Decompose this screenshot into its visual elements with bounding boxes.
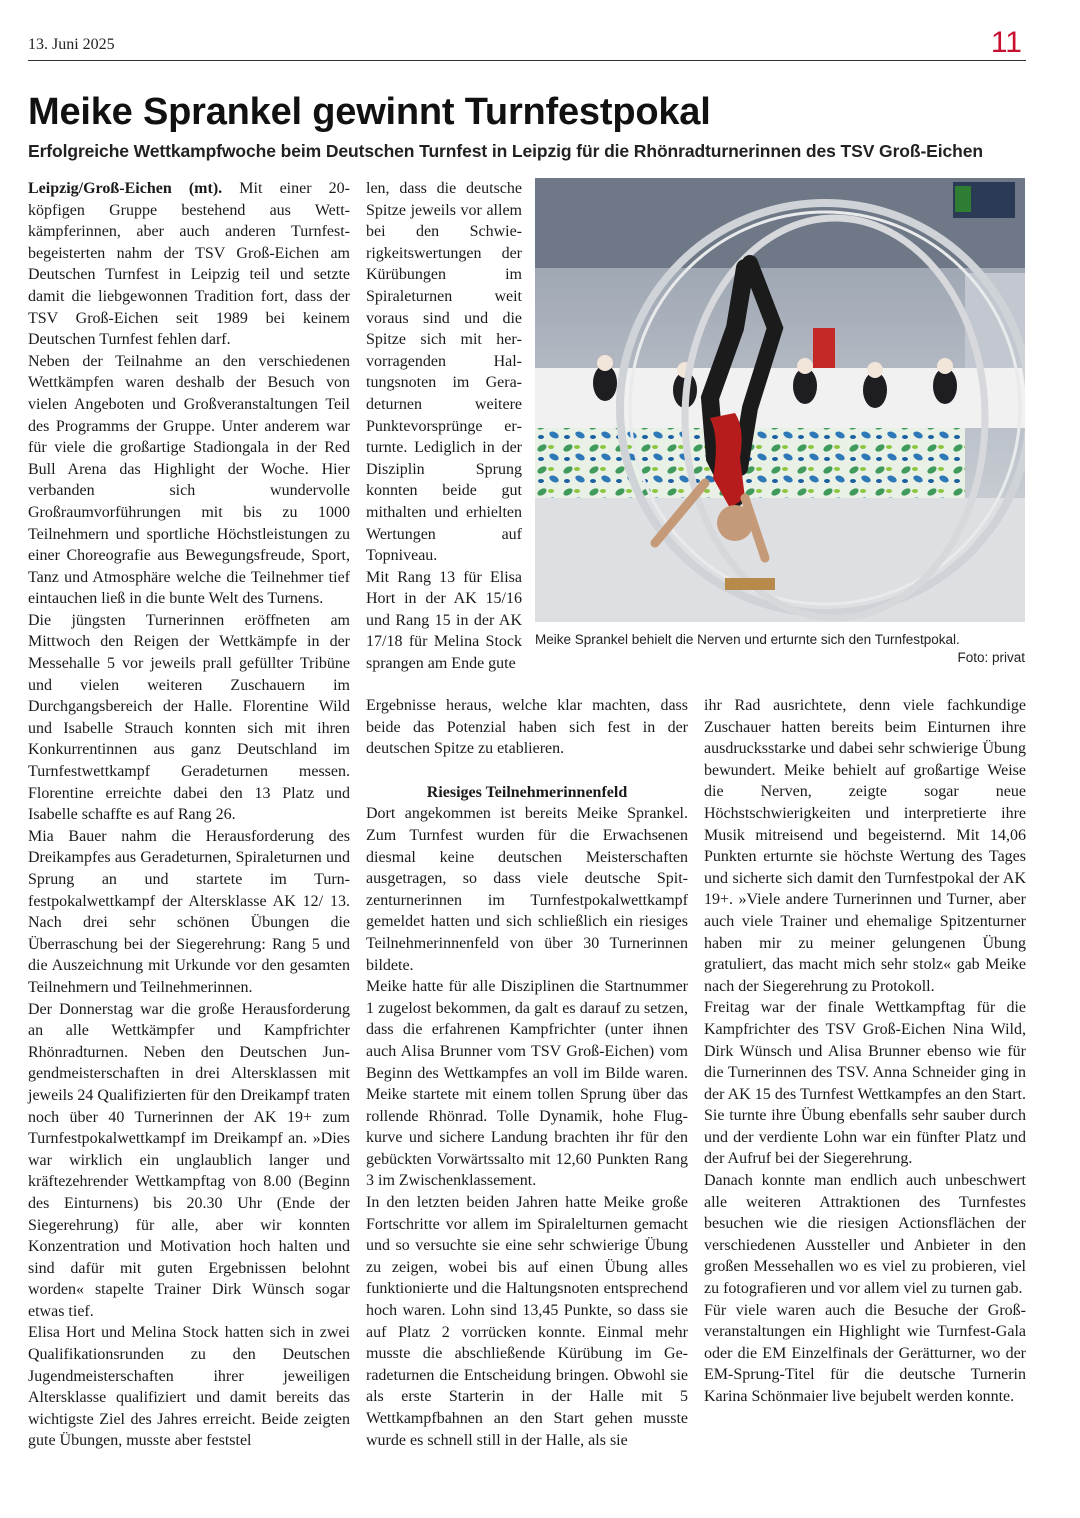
caption-text: Meike Sprankel behielt die Nerven und erturnte sich den Turnfestpokal.	[535, 632, 960, 647]
paragraph: In den letzten beiden Jahren hatte Meike große Fortschritte vor allem im Spiralelturnen gemacht und so versuchte sie eine sehr schwierige Übung zu zeigen, wobei bis auf einen Übung alles funktionierte und die Haltungsnoten entsprechend hoch waren. Lohn sind 13,45 Punkte, so dass sie auf Platz 2 vorrücken konnte. Einmal mehr musste die abschließende Kürübung im Geradeturnen die Entscheidung bringen. Obwohl sie als erste Starterin in der Halle mit 5 Wettkampfbahnen an den Start gehen musste wurde es schnell still in der Halle, als sie	[366, 1194, 688, 1449]
paragraph: Der Donnerstag war die große Herausforderung an alle Wettkämpfer und Kampfrichter Rhönradturnen. Neben den Deutschen Jungendmeisterschaften in drei Altersklassen mit jeweils 24 Qualifizierten für den Dreikampf traten noch über 40 Turnerinnen der AK 19+ zum Turnfestpokalwettkampf im Dreikampf an. »Dies war wirklich ein unglaublich langer und kräftezehrender Wettkampftag von 8.00 (Beginn des Einturnens) bis 20.30 Uhr (Ende der Siegerehrung) für alle, aber wir konnten Konzentration und Motivation hoch halten und sind dafür mit guten Ergebnissen belohnt worden« stapelte Trainer Dirk Wünsch sogar etwas tief.	[28, 1000, 350, 1320]
article-headline: Meike Sprankel gewinnt Turnfestpokal	[28, 91, 711, 133]
photo-credit: Foto: privat	[957, 650, 1025, 665]
paragraph: Meike hatte für alle Disziplinen die Startnummer 1 zugelost bekommen, da galt es darauf zu setzen, dass die erfahrenen Kampfrichter (unter ihnen auch Alisa Brunner vom TSV Groß-Eichen) vom Beginn des Wettkampfes an voll im Bilde waren. Meike startete mit einem tollen Sprung über das rollende Rhönrad. Tolle Dynamik, hohe Flugkurve und sichere Landung brachten ihr für den gebückten Vorwärtssalto mit 12,60 Punkten Rang 3 im Zwischenklassement.	[366, 978, 688, 1190]
article-photo	[535, 178, 1025, 622]
gymnast-wheel-photo	[535, 178, 1025, 622]
article-column-3	[704, 695, 1026, 1408]
article-subheadline: Erfolgreiche Wettkampfwoche beim Deutschen Turnfest in Leipzig für die Rhönradturnerinnen des TSV Groß-Eichen	[28, 141, 983, 161]
paragraph-text: Mit einer 20-köpfigen Gruppe bestehend aus Wettkämpferinnen, aber auch anderen Turnfestbegeisterten nahm der TSV Groß-Eichen am Deutschen Turnfest in Leipzig teil und setzte damit die liebgewonnen Tradition fort, dass der TSV Groß-Eichen seit 1989 bei keinem Deutschen Turnfest fehlen darf.	[28, 180, 351, 349]
article-column-2-lower	[366, 695, 688, 1451]
paragraph: Freitag war der finale Wettkampftag für die Kampfrichter des TSV Groß-Eichen Nina Wild, Dirk Wünsch und Alisa Brunner ebenso wie für die Turnerinnen des TSV. Anna Schneider ging in der AK 15 des Turnfest Wettkampfes an den Start. Sie turnte ihre Übung ebenfalls sehr sauber durch und der verdiente Lohn war ein fünfter Platz und der Aufruf bei der Siegerehrung.	[704, 999, 1026, 1168]
page-number: 11	[990, 26, 1022, 59]
paragraph: Für viele waren auch die Besuche der Großveranstaltungen ein Highlight wie Turnfest-Gala oder die EM Einzelfinals der Gerätturner, wo der EM-Sprung-Titel für die deutsche Turnerin Karina Schönmaier live bejubelt werden konnte.	[704, 1301, 1026, 1405]
paragraph: Neben der Teilnahme an den verschiedenen Wettkämpfen waren deshalb der Besuch von vielen Angeboten und Großveranstaltungen Teil des Programms der Gruppe. Unter anderem war für viele die großartige Stadiongala in der Red Bull Arena das Highlight der Woche. Hier verbanden sich wundervolle Großraumvorführungen mit bis zu 1000 Teilnehmern und sportliche Höchstleistungen zu einer Choreografie aus Bewegungsfreude, Sport, Tanz und Atmosphäre welche die Teilnehmer tief eintauchen ließ in die bunte Welt des Turnens.	[28, 352, 350, 608]
photo-caption	[535, 631, 1025, 667]
paragraph: Mit Rang 13 für Elisa Hort in der AK 15/16 und Rang 15 in der AK 17/18 für Melina Stock sprangen am Ende gute	[366, 568, 522, 673]
paragraph: Elisa Hort und Melina Stock hatten sich in zwei Qualifikationsrunden zu den Deutschen Jugendmeisterschaften ihrer jeweiligen Altersklasse qualifiziert und damit bereits das wichtigste Ziel des Jahres erreicht. Beide zeigten gute Übungen, musste aber feststel	[28, 1324, 350, 1450]
paragraph: Ergebnisse heraus, welche klar machten, dass beide das Potenzial haben sich fest in der deutschen Spitze zu etablieren.	[366, 697, 688, 758]
header-divider	[28, 60, 1026, 61]
paragraph: Danach konnte man endlich auch unbeschwert alle weiteren Attraktionen des Turnfestes besuchen wie die riesigen Actionsflächen der verschiedenen Aussteller und Anbieter in den großen Messehallen wo es viel zu probieren, viel zu fotografieren und vor allem viel zu turnen gab.	[704, 1172, 1026, 1298]
dateline: Leipzig/Groß-Eichen (mt).	[28, 180, 223, 197]
paragraph: Mia Bauer nahm die Herausforderung des Dreikampfes aus Geradeturnen, Spiraleturnen und Sprung an und startete im Turnfestpokalwettkampf der Altersklasse AK 12/ 13. Nach drei sehr schönen Übungen die Überraschung bei der Siegerehrung: Rang 5 und die Auszeichnung mit Urkunde vor den gesamten Teilnehmern und Teilnehmerinnen.	[28, 827, 350, 996]
paragraph: ihr Rad ausrichtete, denn viele fachkundige Zuschauer hatten bereits beim Einturnen ihre ausdrucksstarke und dabei sehr schwierige Übung bewundert. Meike behielt auf großartige Weise die Nerven, zeigte sogar neue Höchstschwierigkeiten und interpretierte ihre Musik mitreisend und begeisternd. Mit 14,06 Punkten erturnte sie höchste Wertung des Tages und sicherte sich damit den Turnfestpokal der AK 19+. »Viele andere Turnerinnen und Turner, aber auch viele Trainer und ehemalige Spitzenturner haben mir zu meiner gelungenen Übung gratuliert, das macht mich sehr stolz« gab Meike nach der Siegerehrung zu Protokoll.	[704, 697, 1026, 995]
article-column-1	[28, 178, 350, 1452]
paragraph	[28, 178, 350, 351]
article-column-2-upper	[366, 178, 522, 675]
issue-date: 13. Juni 2025	[28, 36, 115, 53]
paragraph: Die jüngsten Turnerinnen eröffneten am Mittwoch den Reigen der Wettkämpfe in der Messehalle 5 vor jeweils prall gefüllter Tribüne und vielen weiteren Zuschauern im Durchgangsbereich der Halle. Florentine Wild und Isabelle Strauch konnten sich mit ihren Konkurrentinnen aus ganz Deutschland im Turnfestwettkampf Geradeturnen messen. Florentine erreichte dabei den 13 Platz und Isabelle schaffte es auf Rang 26.	[28, 611, 350, 824]
paragraph: len, dass die deutsche Spitze jeweils vor allem bei den Schwierigkeitswertungen der Kürübungen im Spiraleturnen weit voraus sind und die Spitze sich mit hervorragenden Haltungsnoten im Geradeturnen weitere Punktevorsprünge erturnte. Lediglich in der Disziplin Sprung konnten beide gut mithalten und erhielten Wertungen auf Topniveau.	[366, 180, 522, 565]
paragraph: Dort angekommen ist bereits Meike Sprankel. Zum Turnfest wurden für die Erwachsenen diesmal keine deutschen Meisterschaften ausgetragen, so dass viele deutsche Spitzenturnerinnen im Turnfestpokalwettkampf gemeldet hatten und sich schließlich ein riesiges Teilnehmerinnenfeld von über 30 Turnerinnen bildete.	[366, 805, 688, 974]
section-subheading: Riesiges Teilnehmerinnenfeld	[426, 783, 628, 801]
